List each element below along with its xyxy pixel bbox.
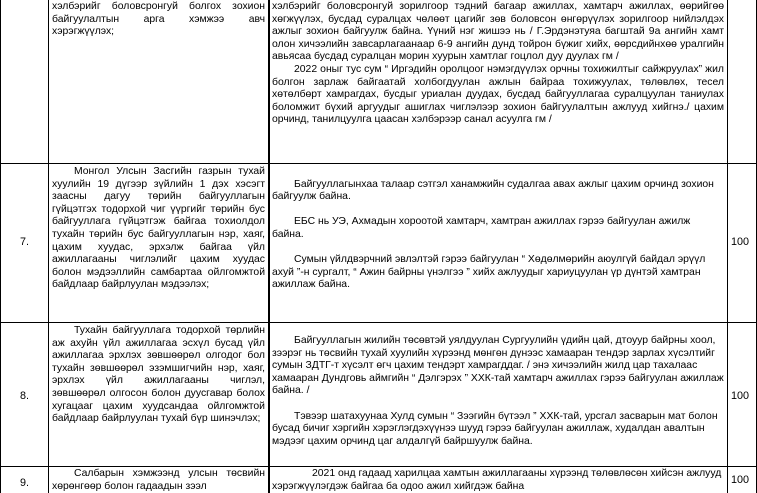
row-divider (0, 322, 757, 323)
report-paragraph: Тэвээр шатахуунаа Хулд сумын “ Зээгийн бүтээл ” ХХК-тай, урсгал засварын мат болон бусад бичиг хэргийн хэрэглэгдэхүүнээ шууд гэрээ байгуулан ажиллаж, худалдан авалтын мэдээг цахим орчинд цаг алдалгүй байршуулж байна. (272, 410, 718, 447)
requirement-text: Салбарын хэмжээнд улсын төсвийн хөрөнгөөр болон гадаадын зээл (52, 468, 265, 492)
report-paragraph: хэлбэрийг боловсронгуй зорилгоор тэдний багаар ажиллах, хамтарч ажиллах, өөрийгөө хөгжүүлэх, бусдад суралцах чөлөөт цагийг зөв боловсон өнгөрүүлэх зорилгоор нийлэлдэх ажлыг зохион байгуулж байна. Үүний нэг жишээ нь / Г.Эрдэнэтуяа багштай 9а ангийн хамт олон хичээлийн завсарлагаанаар 6-9 ангийн дунд тойрон бүжиг хийх, өөрсдийнхөө уралгийн авьясаа бусдад суралцан морин хуурын хамтлаг гоцлол дуу дуулах гм / (272, 1, 724, 63)
report-cell (272, 1, 724, 161)
report-cell (272, 468, 724, 493)
score: 100 (731, 390, 750, 402)
score: 100 (731, 236, 750, 248)
report-paragraph: ЕБС нь УЭ, Ахмадын хороотой хамтарч, хамтран ажиллах гэрээ байгуулан ажилж байна. (272, 216, 691, 240)
requirement-text: Монгол Улсын Засгийн газрын тухай хуулийн 19 дүгээр зүйлийн 1 дэх хэсэгт заасны дагуу төрийн байгууллагын гүйцэтгэх тодорхой чиг үүргийг төрийн бус байгууллага гүйцэтгэж байгаа тохиолдол тухайн төрийн бус байгууллагын нэр, хаяг, цахим хуудас, эрхэлж байгаа үйл ажиллагааны чиглэлийг цахим хуудас болон мэдээллийн самбартаа ойлгомжтой байдлаар байрлуулан мэдээлэх; (52, 166, 265, 291)
row-divider (0, 466, 757, 467)
report-cell (272, 325, 724, 464)
row-number: 9. (20, 477, 30, 489)
table-border-left (0, 0, 1, 493)
report-paragraph: 2022 оныг тус сум “ Иргэдийн оролцоог нэмэгдүүлэх орчны тохижилтыг сайжруулах” жил болгон зарлаж байгаатай холбогдуулан ажлын байраа тохижуулах, төлөвлөх, тесел хөтөлбөрт хамрагдах, бусдыг уриалан дуудах, бусдад байгууллагаа суралцуулан таниулах боломжит бүхий аргуудыг ашиглах чиглэлээр зохион байгуулалтын ажлууд хийгнэ./ цахим орчинд, танилцуулга цаасан хэлбэрээр санал асуулга гм / (272, 63, 724, 126)
column-divider (269, 0, 270, 493)
report-paragraph: Байгууллагын жилийн төсөвтэй уялдуулан Сургуулийн үдийн цай, дтоуур байрны хоол, зээрэг нь төсвийн тухай хуулийн хүрээнд мөнгөн дүнээс хамааран тендэр зарлах хүсэлтийг сумын ЗДТГ-т хүсэлт өгч цахим тендэрт хамрагддаг. / энэ хичээлийн жилд цар тахалаас хамааран Дундговь аймгийн “ Дэлгэрэх ” ХХК-тай хамтарч ажиллах гэрээ байгуулан ажиллаж байна. / (272, 335, 724, 397)
requirement-cell (52, 166, 265, 320)
column-divider (727, 0, 728, 493)
requirement-text: Тухайн байгууллага тодорхой төрлийн аж ахуйн үйл ажиллагаа эсхүл бусад үйл ажиллагаа эрхлэх зөвшөөрөл олгодог бол тухайн зөвшөөрөл эзэмшигчийн нэр, хаяг, эрхлэх үйл ажиллагааны чиглэл, зөвшөөрөл олгосон болон дуусгавар болох хугацааг цахим хуудсандаа ойлгомжтой байдлаар байрлуулан тухай бүр шинэчлэх; (52, 325, 265, 425)
report-paragraph: 2021 онд гадаад харилцаа хамтын ажиллагааны хүрээнд төлөвлөсөн хийсэн ажлууд хэрэгжүүлэгдэж байгаа ба одоо ажил хийгдэж байна (272, 468, 722, 492)
report-paragraph: Сумын үйлдвэрчний эвлэлтэй гэрээ байгуулан “ Хөдөлмөрийн аюулгүй байдал эрүүл ахуй ”-н сургалт, “ Ажин байрны үнэлгээ ” хийх ажлуудыг хариуцуулан үр дүнтэй хамтран ажиллаж байна. (272, 254, 706, 291)
row-divider (0, 163, 757, 164)
score: 100 (731, 474, 750, 486)
report-paragraph: Байгууллагынхаа талаар сэтгэл ханамжийн судалгаа авах ажлыг цахим орчинд зохион байгуулж байна. (272, 178, 714, 203)
row-number: 8. (20, 390, 30, 402)
requirement-cell (52, 325, 265, 464)
requirement-cell (52, 468, 265, 493)
requirement-text: хэлбэрийг боловсронгуй болгох зохион байгуулалтын арга хэмжээ авч хэрэгжүүлэх; (52, 1, 265, 38)
report-cell (272, 166, 724, 320)
row-number: 7. (20, 236, 30, 248)
requirement-cell (52, 1, 265, 161)
column-divider (48, 0, 49, 493)
